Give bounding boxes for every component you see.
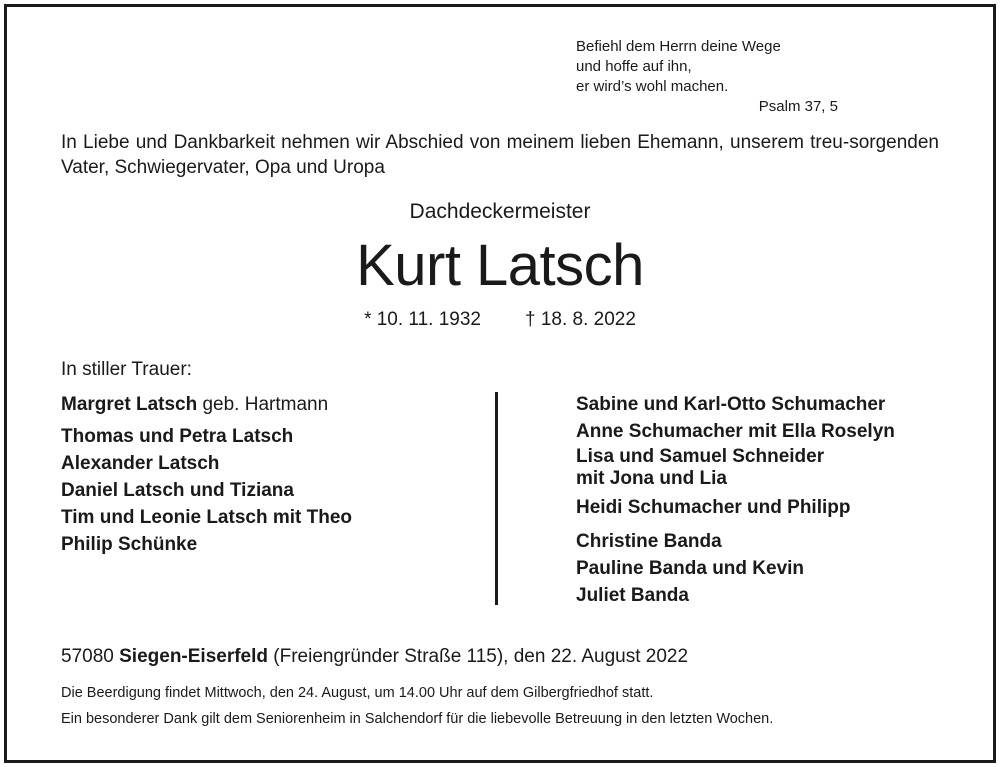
family-entry: Thomas und Petra Latsch (61, 426, 294, 447)
family-list-right (576, 392, 895, 609)
deceased-name: Kurt Latsch (356, 233, 644, 298)
family-entry: Alexander Latsch (61, 453, 220, 474)
city: Siegen-Eiserfeld (119, 646, 269, 667)
spouse-entry (61, 392, 352, 418)
life-dates (0, 309, 1000, 331)
verse-reference: Psalm 37, 5 (758, 98, 838, 115)
family-entry: Daniel Latsch und Tiziana (61, 480, 294, 501)
family-entry: Heidi Schumacher und Philipp (576, 497, 851, 518)
intro-text: In Liebe und Dankbarkeit nehmen wir Abschied von meinem lieben Ehemann, unserem treu-sorgenden Vater, Schwiegervater, Opa und Uropa (61, 132, 939, 178)
family-entry: Lisa und Samuel Schneider (576, 446, 825, 467)
family-list-left (61, 392, 352, 558)
family-entry: Juliet Banda (576, 585, 689, 606)
postcode: 57080 (61, 646, 120, 667)
mourning-label: In stiller Trauer: (61, 359, 192, 380)
family-entry: Tim und Leonie Latsch mit Theo (61, 507, 353, 528)
address-and-date: (Freiengründer Straße 115), den 22. August 2022 (268, 646, 689, 667)
death-date: † 18. 8. 2022 (524, 309, 636, 330)
family-entry: Pauline Banda und Kevin (576, 558, 805, 579)
family-entry: Christine Banda (576, 531, 722, 552)
spouse-maiden-name: geb. Hartmann (197, 394, 329, 415)
family-entry: Sabine und Karl-Otto Schumacher (576, 394, 886, 415)
verse-line: Befiehl dem Herrn deine Wege (576, 38, 781, 55)
spouse-name: Margret Latsch (61, 394, 198, 415)
family-entry: Anne Schumacher mit Ella Roselyn (576, 421, 895, 442)
family-entry: Philip Schünke (61, 534, 198, 555)
profession: Dachdeckermeister (409, 200, 591, 223)
thanks-note: Ein besonderer Dank gilt dem Seniorenheim in Salchendorf für die liebevolle Betreuung in den letzten Wochen. (61, 711, 774, 727)
verse-line: und hoffe auf ihn, (576, 58, 692, 75)
verse-line: er wird’s wohl machen. (576, 78, 729, 95)
bible-verse (576, 37, 838, 117)
funeral-note: Die Beerdigung findet Mittwoch, den 24. August, um 14.00 Uhr auf dem Gilbergfriedhof statt. (61, 685, 654, 701)
birth-date: * 10. 11. 1932 (364, 309, 481, 330)
place-and-date (61, 646, 688, 668)
column-divider (495, 392, 498, 605)
family-entry: mit Jona und Lia (576, 468, 727, 489)
